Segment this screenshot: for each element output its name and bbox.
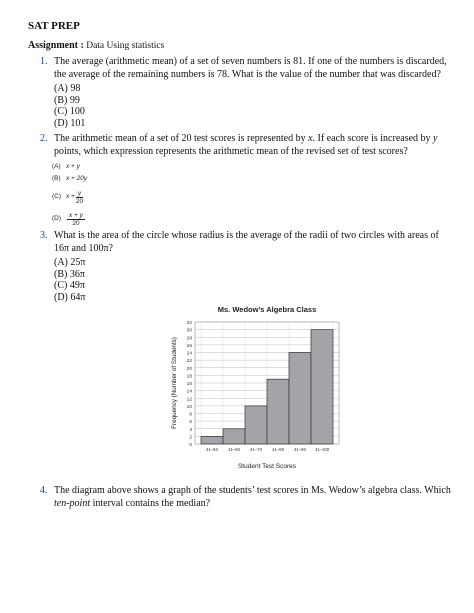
assignment-line — [28, 40, 164, 51]
y-tick-label: 16 — [186, 382, 192, 387]
question-3 — [40, 230, 454, 303]
fraction — [76, 190, 83, 205]
question-number: 4. — [40, 485, 48, 496]
option-list — [54, 257, 454, 303]
fraction-denominator: 20 — [72, 219, 80, 227]
assignment-label: Assignment : — [28, 40, 84, 51]
option-label: (C) — [52, 193, 62, 200]
y-tick-label: 12 — [186, 397, 192, 403]
y-tick-label: 6 — [189, 420, 192, 426]
y-tick-label: 0 — [189, 443, 192, 448]
x-tick-label: 41–60 — [228, 447, 240, 452]
histogram-bar — [201, 436, 223, 444]
text-part: . If each score is increased by — [312, 133, 434, 144]
option-a: (A) 98 — [54, 83, 81, 94]
option-label: (A) — [52, 162, 61, 170]
question-number: 3. — [40, 230, 48, 241]
question-text: What is the area of the circle whose radius is the average of the radii of two circles with areas of 16π and 100π? — [54, 230, 439, 254]
y-tick-label: 18 — [186, 374, 192, 380]
question-text: The average (arithmetic mean) of a set of seven numbers is 81. If one of the numbers is discarded, the average of the remaining numbers is 78. What is the value of the number that was discarded? — [54, 56, 447, 80]
option-b: (B) 99 — [54, 94, 80, 106]
option-c: (C) 49π — [54, 280, 85, 291]
histogram-bar — [311, 330, 333, 444]
question-text — [54, 485, 454, 510]
option-d: (D) 64π — [54, 291, 86, 303]
x-tick-label: 41–80 — [272, 447, 284, 452]
y-tick-label: 10 — [186, 404, 192, 410]
option-list — [52, 161, 454, 230]
histogram-chart — [165, 300, 345, 480]
page-title: SAT PREP — [28, 20, 80, 32]
y-tick-label: 4 — [189, 427, 192, 433]
histogram-bar — [223, 429, 245, 444]
text-part: points, which expression represents the arithmetic mean of the revised set of test scores? — [54, 145, 408, 157]
question-number: 2. — [40, 133, 48, 144]
option-b — [52, 172, 454, 186]
option-label: (B) — [52, 175, 61, 182]
y-tick-label: 8 — [189, 412, 192, 418]
x-axis-label: Student Test Scores — [237, 463, 297, 470]
variable-x: x — [308, 133, 313, 144]
text-part: The diagram above shows a graph of the students’ test scores in Ms. Wedow’s algebra class. Which — [54, 485, 451, 496]
fraction-numerator: x + y — [69, 211, 83, 219]
text-part: The arithmetic mean of a set of 20 test scores is represented by — [54, 133, 309, 144]
y-tick-label: 20 — [186, 366, 192, 372]
variable-y: y — [433, 133, 438, 144]
question-4 — [40, 485, 454, 510]
option-c — [52, 186, 454, 208]
x-tick-label: 41–90 — [294, 447, 306, 452]
y-tick-label: 22 — [186, 359, 192, 365]
assignment-value: Data Using statistics — [86, 41, 165, 51]
chart-title: Ms. Wedow’s Algebra Class — [217, 305, 317, 314]
option-list — [54, 83, 454, 129]
y-tick-label: 26 — [186, 343, 192, 349]
histogram-bar — [289, 353, 311, 445]
x-tick-label: 41–70 — [250, 447, 262, 452]
option-expression: x + y — [66, 162, 80, 170]
y-axis-label: Frequency (Number of Students) — [171, 337, 178, 429]
option-expression: x + — [66, 193, 75, 200]
y-tick-label: 2 — [189, 435, 192, 441]
histogram-bar — [267, 379, 289, 444]
option-a: (A) 25π — [54, 257, 86, 268]
option-expression: x + 20y — [66, 175, 88, 182]
y-tick-label: 30 — [186, 328, 192, 334]
text-part: interval contains the median? — [90, 497, 211, 509]
italic-text: ten-point — [54, 497, 91, 509]
question-number: 1. — [40, 56, 48, 67]
y-tick-label: 28 — [186, 336, 192, 342]
option-b: (B) 36π — [54, 268, 85, 280]
y-tick-label: 32 — [186, 321, 192, 326]
question-1 — [40, 56, 454, 129]
option-a — [52, 161, 454, 172]
fraction — [67, 212, 85, 227]
fraction-denominator: 20 — [75, 197, 84, 205]
x-tick-label: 41–50 — [206, 447, 218, 452]
question-2 — [40, 133, 454, 230]
histogram-bar — [245, 406, 267, 444]
y-tick-label: 24 — [186, 351, 192, 357]
question-text — [54, 133, 454, 158]
option-d — [52, 208, 454, 230]
fraction-numerator: y — [77, 189, 82, 197]
option-d: (D) 101 — [54, 117, 86, 129]
option-label: (D) — [52, 215, 62, 222]
y-tick-label: 14 — [186, 389, 192, 395]
option-c: (C) 100 — [54, 106, 85, 117]
x-tick-label: 41–100 — [314, 447, 330, 452]
